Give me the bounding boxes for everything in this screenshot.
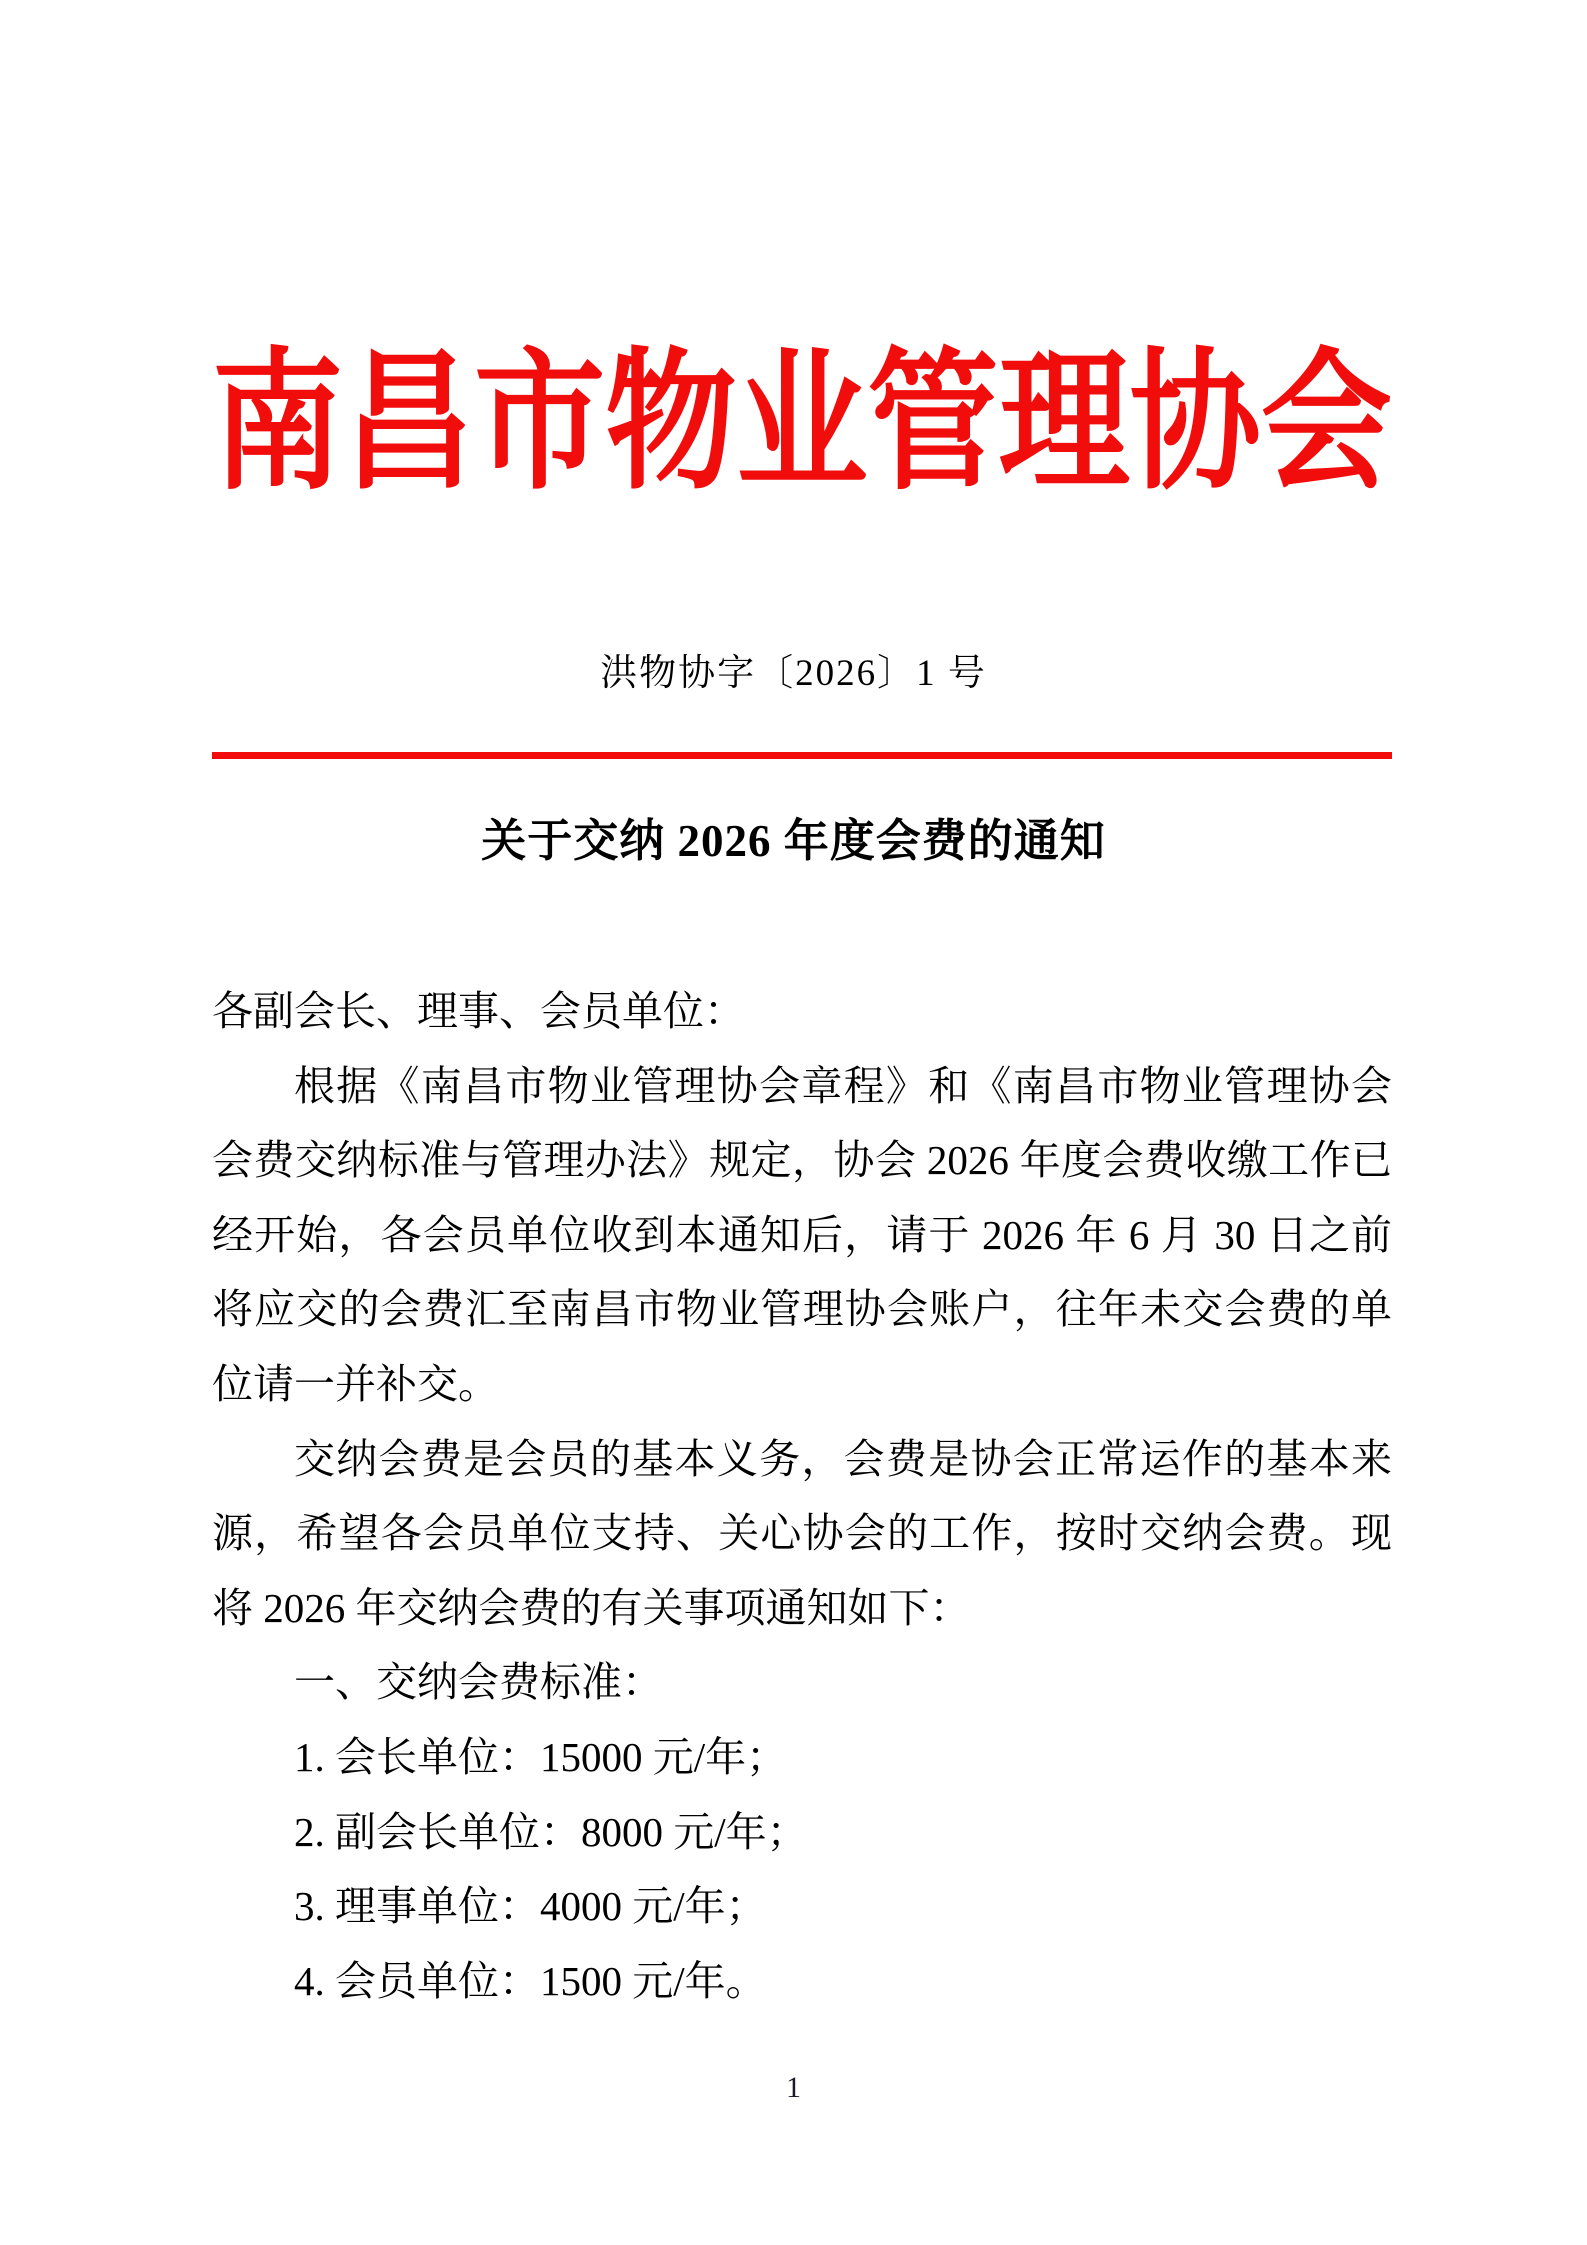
fee-item-vice-president-unit: 2. 副会长单位：8000 元/年； [294,1808,808,1855]
fee-item-president-unit: 1. 会长单位：15000 元/年； [294,1733,788,1780]
doc-reference-number: 洪物协字〔2026〕1 号 [600,653,987,694]
letterhead-org-title: 南 昌 市 物 业 管 理 协 会 [212,339,1392,509]
fee-item-director-unit: 3. 理事单位：4000 元/年； [294,1883,767,1930]
fee-item-member-unit: 4. 会员单位：1500 元/年。 [294,1957,767,2004]
salutation-line: 各副会长、理事、会员单位： [212,988,745,1034]
notice-title: 关于交纳 2026 年度会费的通知 [481,816,1106,866]
section-heading-fee-standards: 一、交纳会费标准： [294,1659,663,1706]
body-paragraph: 根据《南昌市物业管理协会章程》和《南昌市物业管理协会会费交纳标准与管理办法》规定，协会 2026 年度会费收缴工作已经开始，各会员单位收到本通知后，请于 2026 年 6 月 30 日之前将应交的会费汇至南昌市物业管理协会账户，往年未交会费的单位请一并补交。 [212,1062,1392,1407]
notice-body [212,974,1392,2018]
page-number: 1 [786,2071,801,2104]
red-divider-line [212,752,1392,759]
body-paragraph: 交纳会费是会员的基本义务，会费是协会正常运作的基本来源，希望各会员单位支持、关心协会的工作，按时交纳会费。现将 2026 年交纳会费的有关事项通知如下： [212,1435,1392,1631]
